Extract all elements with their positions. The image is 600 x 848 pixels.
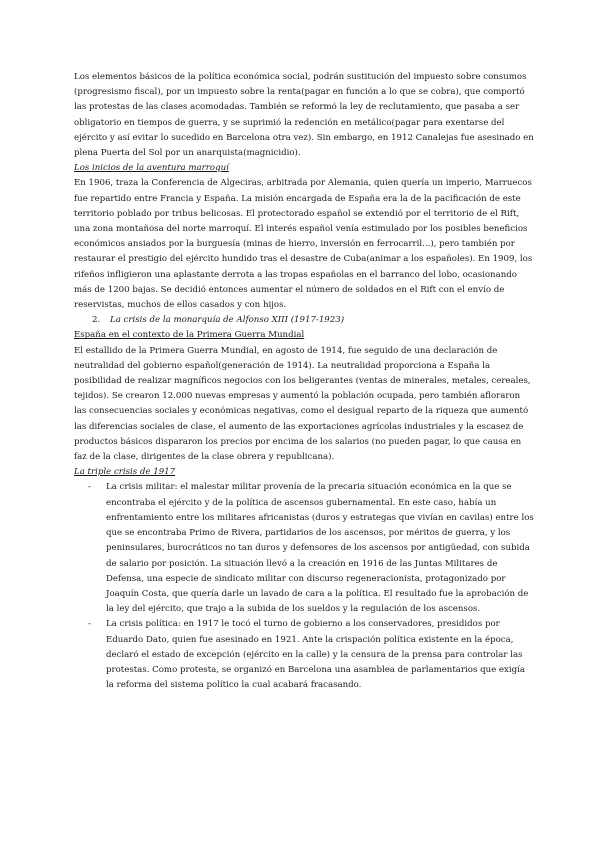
intro-paragraph: Los elementos básicos de la política económica social, podrán sustitución del impuesto sobre consumos (progresismo fiscal), por un impuesto sobre la renta(pagar en función a lo que se cobra), que comportó las protestas de las clases acomodadas. También se reformó la ley de reclutamiento, que pasaba a ser obligatorio en tiempos de guerra, y se suprimió la redención en metálico(pagar para exentarse del ejército y así evitar lo sucedido en Barcelona otra vez). Sin embargo, en 1912 Canalejas fue asesinado en plena Puerta del Sol por un anarquista(magnicidio).	[74, 72, 534, 159]
bullet-dash: -	[88, 619, 91, 630]
bullet-dash: -	[88, 482, 91, 493]
section-2-number: 2.	[92, 315, 101, 326]
crisis-list	[74, 480, 534, 693]
list-item	[74, 617, 534, 693]
section-2-title: La crisis de la monarquía de Alfonso XIII (1917-1923)	[110, 315, 345, 326]
military-crisis-text: La crisis militar: el malestar militar provenía de la precaria situación económica en la que se encontraba el ejército y de la política de ascensos gubernamental. En este caso, había un enfrentamiento entre los militares africanistas (duros y estrategas que vivían en cavilas) entre los que se encontraba Primo de Rivera, partidarios de los ascensos, por méritos de guerra, y los peninsulares, burocráticos no tan duros y defensores de los ascensos por antigüedad, con subida de salario por posición. La situación llevó a la creación en 1916 de las Juntas Militares de Defensa, una especie de sindicato militar con discurso regeneracionista, protagonizado por Joaquín Costa, que quería darle un lavado de cara a la política. El resultado fue la aprobación de la ley del ejército, que trajo a la subida de los sueldos y la regulación de los ascensos.	[106, 482, 534, 615]
triple-crisis-heading: La triple crisis de 1917	[74, 467, 176, 478]
ww1-paragraph: El estallido de la Primera Guerra Mundial, en agosto de 1914, fue seguido de una declaración de neutralidad del gobierno español(generación de 1914). La neutralidad proporciona a España la posibilidad de realizar magníficos negocios con los beligerantes (ventas de minerales, metales, cereales, tejidos). Se crearon 12.000 nuevas empresas y aumentó la población ocupada, pero también afloraron las consecuencias sociales y económicas negativas, como el desigual reparto de la riqueza que aumentó las diferencias sociales de clase, el aumento de las exportaciones agrícolas industriales y la escasez de productos básicos dispararon los precios por encima de los salarios (no pueden pagar, lo que causa en faz de la clase, dirigentes de la clase obrera y republicana).	[74, 345, 531, 463]
list-item	[74, 480, 534, 617]
ww1-heading: España en el contexto de la Primera Guerra Mundial	[74, 330, 305, 341]
document-page	[74, 70, 534, 693]
political-crisis-text: La crisis política: en 1917 le tocó el turno de gobierno a los conservadores, presididos por Eduardo Dato, quien fue asesinado en 1921. Ante la crispación política existente en la época, declaró el estado de excepción (ejército en la calle) y la censura de la prensa para controlar las protestas. Como protesta, se organizó en Barcelona una asamblea de parlamentarios que exigía la reforma del sistema político la cual acabará fracasando.	[106, 619, 525, 691]
section-2-heading	[74, 313, 534, 328]
moroccan-heading: Los inicios de la aventura marroquí	[74, 163, 229, 174]
moroccan-paragraph: En 1906, traza la Conferencia de Algeciras, arbitrada por Alemania, quien quería un imperio, Marruecos fue repartido entre Francia y España. La misión encargada de España era la de la pacificación de este territorio poblado por tribus belicosas. El protectorado español se extendió por el territorio de el Rift, una zona montañosa del norte marroquí. El interés español venía estimulado por los posibles beneficios económicos ansiados por la burguesía (minas de hierro, inversión en ferrocarril...), pero también por restaurar el prestigio del ejército hundido tras el desastre de Cuba(animar a los españoles). En 1909, los rifeños infligieron una aplastante derrota a las tropas españolas en el barranco del lobo, ocasionando más de 1200 bajas. Se decidió entonces aumentar el número de soldados en el Rift con el envío de reservistas, muchos de ellos casados y con hijos.	[74, 178, 533, 311]
